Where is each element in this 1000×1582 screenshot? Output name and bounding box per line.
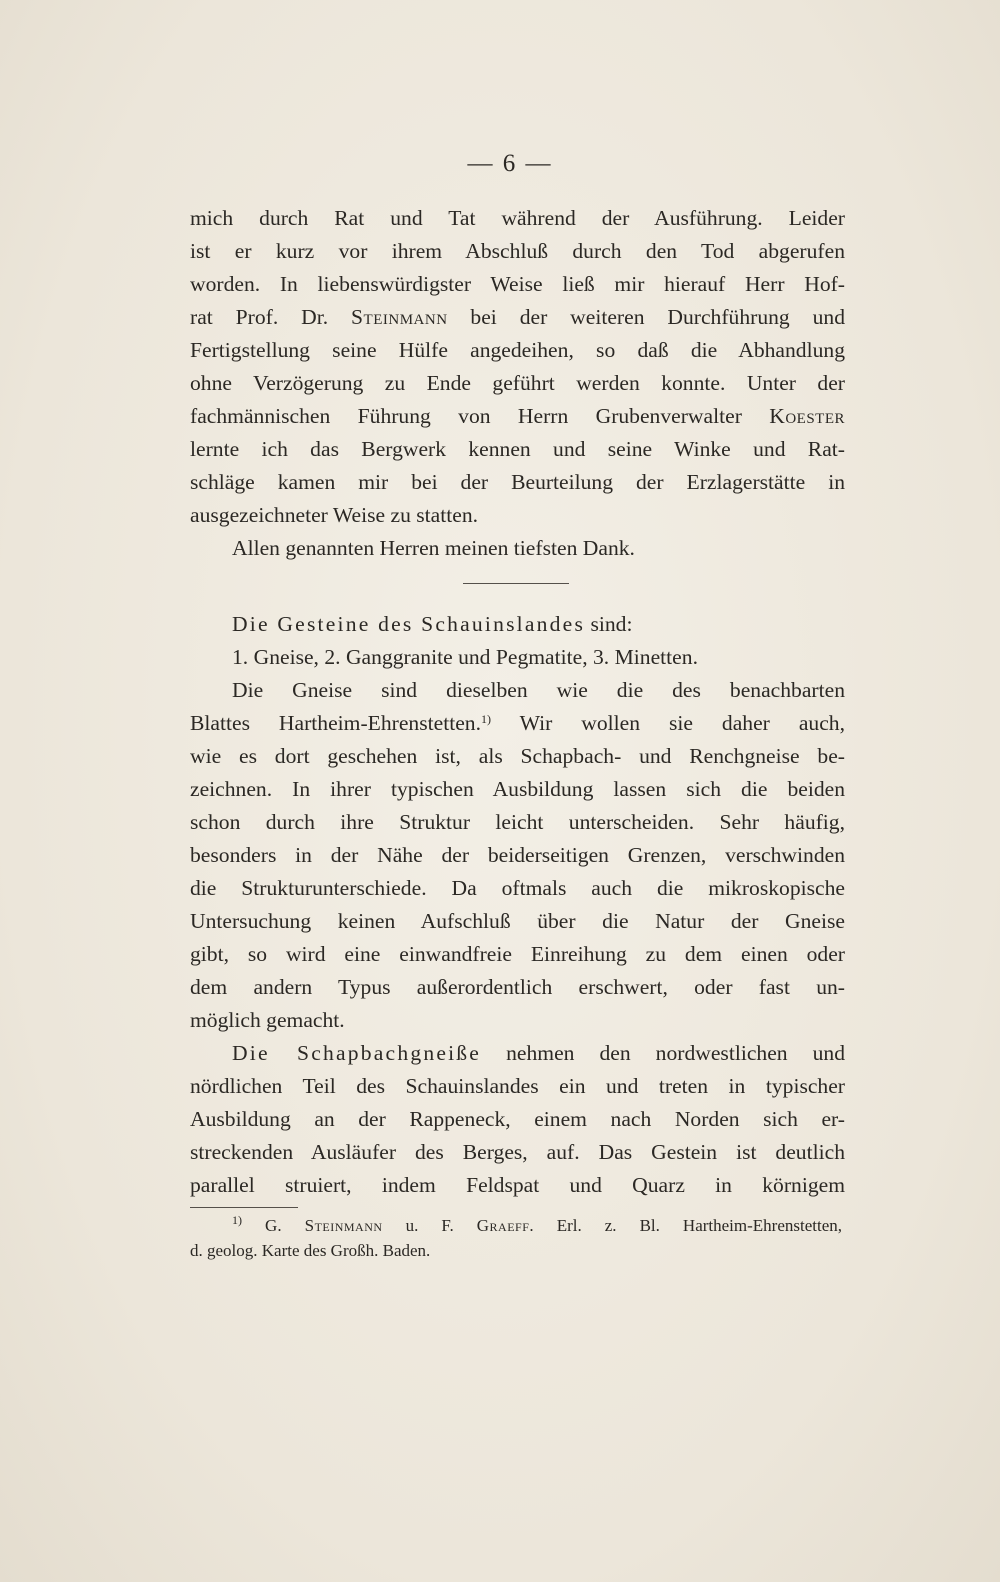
rocks-section (190, 608, 845, 1202)
footnote-rule (190, 1207, 298, 1208)
person-name: Koester (769, 404, 845, 428)
text-line: nördlichen Teil des Schauinslandes ein und treten in typischer (190, 1074, 845, 1098)
text-line: besonders in der Nähe der beiderseitigen Grenzen, verschwinden (190, 843, 845, 867)
footnote-line (190, 1213, 842, 1238)
text-line (190, 301, 845, 334)
person-name: Steinmann (304, 1216, 383, 1235)
intro-paragraph (190, 202, 845, 565)
text-line: Ausbildung an der Rappeneck, einem nach Norden sich er- (190, 1107, 845, 1131)
heading-spaced-text: Die Gesteine des Schauinslandes (232, 612, 586, 636)
text-line: Fertigstellung seine Hülfe angedeihen, so daß die Abhandlung (190, 338, 845, 362)
footnote-line: d. geolog. Karte des Großh. Baden. (190, 1241, 431, 1260)
text-line: wie es dort geschehen ist, als Schapbach- und Renchgneise be- (190, 744, 845, 768)
section-heading (190, 608, 845, 641)
text-line: ausgezeichneter Weise zu statten. (190, 503, 479, 527)
text-line: möglich gemacht. (190, 1008, 345, 1032)
text-line: schon durch ihre Struktur leicht unterscheiden. Sehr häufig, (190, 810, 845, 834)
text-fragment: rat Prof. Dr. (190, 305, 352, 329)
text-fragment: Wir wollen sie daher auch, (491, 711, 845, 735)
text-fragment: fachmännischen Führung von Herrn Grubenverwalter (190, 404, 770, 428)
thanks-line: Allen genannten Herren meinen tiefsten Dank. (232, 536, 635, 560)
text-line: zeichnen. In ihrer typischen Ausbildung lassen sich die beiden (190, 777, 845, 801)
text-line: ist er kurz vor ihrem Abschluß durch den Tod abgerufen (190, 239, 845, 263)
footnote (190, 1213, 842, 1263)
person-name: Graeff (476, 1216, 530, 1235)
heading-spaced-text: Die Schapbachgneiße (232, 1041, 482, 1065)
text-fragment: nehmen den nordwestlichen und (481, 1041, 845, 1065)
text-line (190, 1037, 845, 1070)
text-line: Untersuchung keinen Aufschluß über die Natur der Gneise (190, 909, 845, 933)
rock-list: 1. Gneise, 2. Ganggranite und Pegmatite, 3. Minetten. (232, 645, 698, 669)
text-line: mich durch Rat und Tat während der Ausführung. Leider (190, 206, 845, 230)
page-number: — 6 — (467, 150, 553, 177)
text-line: streckenden Ausläufer des Berges, auf. Das Gestein ist deutlich (190, 1140, 845, 1164)
text-fragment: Blattes Hartheim-Ehrenstetten. (190, 711, 481, 735)
text-line: lernte ich das Bergwerk kennen und seine Winke und Rat- (190, 437, 845, 461)
footnote-reference[interactable]: 1) (481, 712, 491, 726)
text-line: schläge kamen mir bei der Beurteilung der Erzlagerstätte in (190, 470, 845, 494)
text-fragment: u. F. (382, 1216, 477, 1235)
person-name: Steinmann (351, 305, 448, 329)
section-divider (463, 583, 569, 584)
text-line: worden. In liebenswürdigster Weise ließ mir hierauf Herr Hof- (190, 272, 845, 296)
text-line: dem andern Typus außerordentlich erschwert, oder fast un- (190, 975, 845, 999)
text-line: Die Gneise sind dieselben wie die des benachbarten (232, 678, 845, 702)
text-line: ohne Verzögerung zu Ende geführt werden konnte. Unter der (190, 371, 845, 395)
text-line: die Strukturunterschiede. Da oftmals auch die mikroskopische (190, 876, 845, 900)
footnote-marker: 1) (232, 1213, 242, 1227)
text-fragment: G. (242, 1216, 305, 1235)
text-fragment: bei der weiteren Durchführung und (447, 305, 845, 329)
text-line: gibt, so wird eine einwandfreie Einreihung zu dem einen oder (190, 942, 845, 966)
text-fragment: . Erl. z. Bl. Hartheim-Ehrenstetten, (529, 1216, 843, 1235)
text-line (190, 707, 845, 740)
text-line (190, 400, 845, 433)
text-fragment: sind: (585, 612, 633, 636)
text-line: parallel struiert, indem Feldspat und Quarz in körnigem (190, 1173, 845, 1197)
